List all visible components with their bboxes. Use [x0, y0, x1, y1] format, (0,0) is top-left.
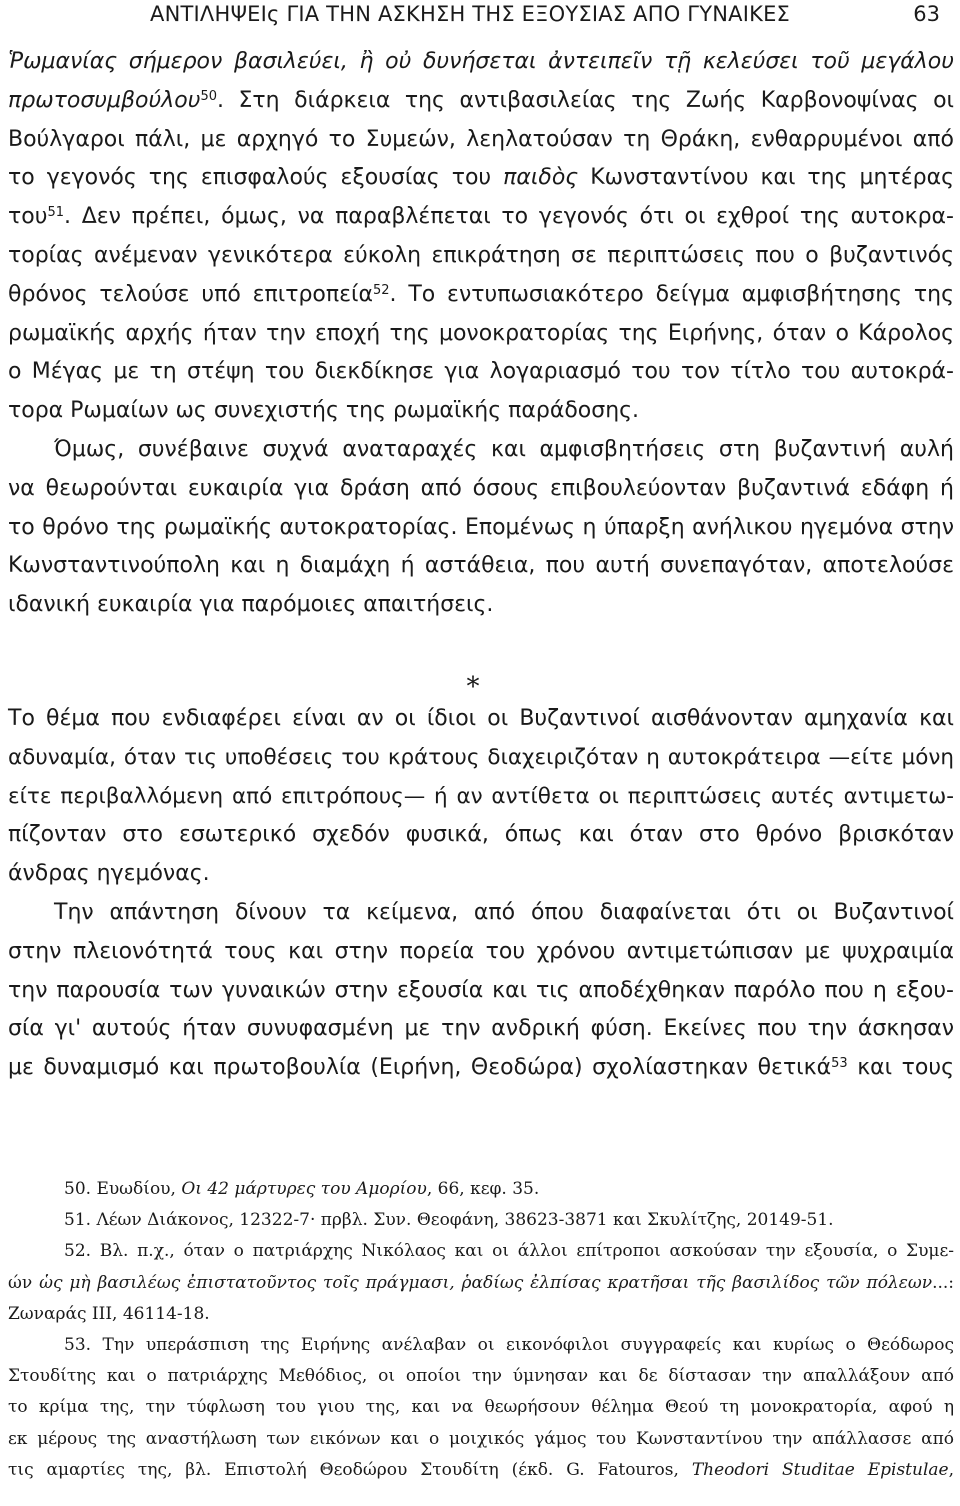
text-line: στην πλειονότητά τους και στην πορεία του χρόνου αντιμετώπισαν με ψυχραιμία [8, 938, 954, 964]
text-line [8, 43, 954, 82]
book-title: Οι 42 μάρτυρες του Αμορίου [181, 1179, 427, 1199]
main-text-continued [8, 700, 954, 1088]
footnote-53: 53. Την υπεράσπιση της Ειρήνης ανέλαβαν οι εικονόφιλοι συγγραφείς και κυρίως ο Θεόδωρος [64, 1334, 954, 1355]
footnotes [8, 1174, 954, 1486]
text-line [8, 198, 954, 237]
text-line: ο Μέγας με τη στέψη του διεκδίκησε για λογαριασμό του τον τίτλο του αυτοκρά- [8, 359, 954, 385]
text-line: Την απάντηση δίνουν τα κείμενα, από όπου διαφαίνεται ότι οι Βυζαντινοί [54, 899, 954, 925]
text-line: Κωνσταντινούπολη και η διαμάχη ή αστάθεια, που αυτή συνεπαγόταν, αποτελούσε [8, 553, 954, 579]
text-fragment: και τους [847, 1055, 955, 1081]
page-header [8, 2, 952, 32]
text-line: τορίας ανέμεναν γενικότερα εύκολη επικράτηση σε περιπτώσεις που ο βυζαντινός [8, 242, 954, 268]
text-fragment: , 66, κεφ. 35. [426, 1179, 540, 1199]
text-fragment: το γεγονός της επισφαλούς εξουσίας του [8, 165, 504, 191]
greek-word: παιδὸς [503, 165, 579, 191]
text-line: Το θέμα που ενδιαφέρει είναι αν οι ίδιοι οι Βυζαντινοί αισθάνονταν αμηχανία και [8, 706, 954, 731]
running-title: ΑΝΤΙΛΗΨΕΙς ΓΙΑ ΤΗΝ ΑΣΚΗΣΗ ΤΗΣ ΕΞΟΥΣΙΑΣ ΑΠΟ ΓΥΝΑΙΚΕΣ [150, 2, 791, 26]
footnote-53-continued: εκ μέρους της αναστήλωση των εικόνων και ο μοιχικός γάμος του Κωνσταντίνου την απάλλασσε από [8, 1428, 954, 1449]
main-text [8, 43, 954, 625]
text-line: άνδρας ηγεμόνας. [8, 861, 210, 887]
footnote-ref-51: 51 [47, 205, 64, 221]
section-separator: * [466, 672, 480, 702]
text-line: το θρόνο της ρωμαϊκής αυτοκρατορίας. Επομένως η ύπαρξη ανήλικου ηγεμόνα στην [8, 514, 954, 540]
text-line: ιδανική ευκαιρία για παρόμοιες απαιτήσεις. [8, 592, 494, 618]
text-fragment: . Στη διάρκεια της αντιβασιλείας της Ζωής Καρβονοψίνας οι [217, 87, 954, 113]
page-number: 63 [913, 2, 940, 26]
footnote-53-continued: Στουδίτης και ο πατριάρχης Μεθόδιος, οι οποίοι την ύμνησαν και δε δίστασαν την απαλλάξουν από [8, 1366, 954, 1387]
footnote-ref-52: 52 [372, 282, 390, 298]
text-line: Όμως, συνέβαινε συχνά αναταραχές και αμφισβητήσεις στη βυζαντινή αυλή [54, 436, 954, 462]
text-fragment: 50. Ευωδίου, [64, 1179, 182, 1199]
text-line [8, 276, 954, 315]
text-fragment: θρόνος τελούσε υπό επιτροπεία [8, 281, 373, 307]
text-fragment: . Δεν πρέπει, όμως, να παραβλέπεται το γεγονός ότι οι εχθροί της αυτοκρα- [63, 204, 954, 230]
footnote-52-source: Ζωναράς ΙΙΙ, 46114-18. [8, 1303, 210, 1324]
text-line: τορα Ρωμαίων ως συνεχιστής της ρωμαϊκής παράδοσης. [8, 398, 640, 424]
footnote-51: 51. Λέων Διάκονος, 12322-7· πρβλ. Συν. Θεοφάνη, 38623-3871 και Σκυλίτζης, 20149-51. [64, 1210, 834, 1231]
text-line: να θεωρούνται ευκαιρία για δράση από όσους επιβουλεύονταν βυζαντινά εδάφη ή [8, 475, 954, 501]
text-fragment: ...: [932, 1272, 955, 1293]
text-line: σία γι' αυτούς ήταν συνυφασμένη με την ανδρική φύση. Εκείνες που την άσκησαν [8, 1016, 954, 1042]
text-fragment: . Το εντυπωσιακότερο δείγμα αμφισβήτησης της [389, 281, 954, 307]
text-fragment: ών [8, 1272, 40, 1293]
greek-quote: πρωτοσυμβούλου [8, 87, 201, 113]
text-line: πίζονταν στο εσωτερικό σχεδόν φυσικά, όπως και όταν στο θρόνο βρισκόταν [8, 822, 954, 848]
text-line: Βούλγαροι πάλι, με αρχηγό το Συμεών, λεηλατούσαν τη Θράκη, ενθαρρυμένοι από [8, 126, 954, 152]
footnote-ref-50: 50 [200, 88, 217, 104]
footnote-50 [8, 1174, 954, 1205]
footnote-ref-53: 53 [831, 1056, 848, 1072]
text-fragment: Κωνσταντίνου και της μητέρας [578, 165, 954, 191]
text-line: την παρουσία των γυναικών στην εξουσία και τις αποδέχθηκαν παρόλο που η εξου- [8, 977, 954, 1003]
text-line: είτε περιβαλλόμενη από επιτρόπους— ή αν αντίθετα οι περιπτώσεις αυτές αντιμετω- [8, 783, 954, 809]
footnote-52-continued [8, 1268, 954, 1299]
text-line: ρωμαϊκής αρχής ήταν την εποχή της μονοκρατορίας της Ειρήνης, όταν ο Κάρολος [8, 320, 954, 346]
greek-quote: Ῥωμανίας σήμερον βασιλεύει, ἢ οὐ δυνήσεται ἀντειπεῖν τῇ κελεύσει τοῦ μεγάλου [8, 49, 954, 74]
footnote-53-continued [8, 1455, 954, 1486]
text-line: αδυναμία, όταν τις υποθέσεις του κράτους διαχειριζόταν η αυτοκράτειρα —είτε μόνη [8, 744, 954, 770]
text-fragment: με δυναμισμό και πρωτοβουλία (Ειρήνη, Θεοδώρα) σχολίαστηκαν θετικά [8, 1055, 832, 1081]
text-fragment: του [8, 204, 48, 230]
text-line [8, 159, 954, 198]
text-line [8, 1049, 954, 1088]
text-fragment: τις αμαρτίες της, βλ. Επιστολή Θεοδώρου Στουδίτη (έκδ. G. Fatouros, [8, 1459, 692, 1480]
text-line [8, 82, 954, 121]
footnote-52: 52. Βλ. π.χ., όταν ο πατριάρχης Νικόλαος και οι άλλοι επίτροποι ασκούσαν την εξουσία, ο Συμε- [64, 1241, 954, 1262]
text-fragment: , [948, 1459, 954, 1480]
greek-quote: ὡς μὴ βασιλέως ἐπιστατοῦντος τοῖς πράγμασι, ῥαδίως ἐλπίσας κρατῆσαι τῆς βασιλίδος τῶν πόλεων [39, 1272, 933, 1293]
book-title: Theodori Studitae Epistulae [691, 1459, 949, 1480]
footnote-53-continued: το κρίμα της, την τύφλωση του γιου της, και να θεωρήσουν θέλημα Θεού τη μονοκρατορία, αφού η [8, 1397, 954, 1418]
